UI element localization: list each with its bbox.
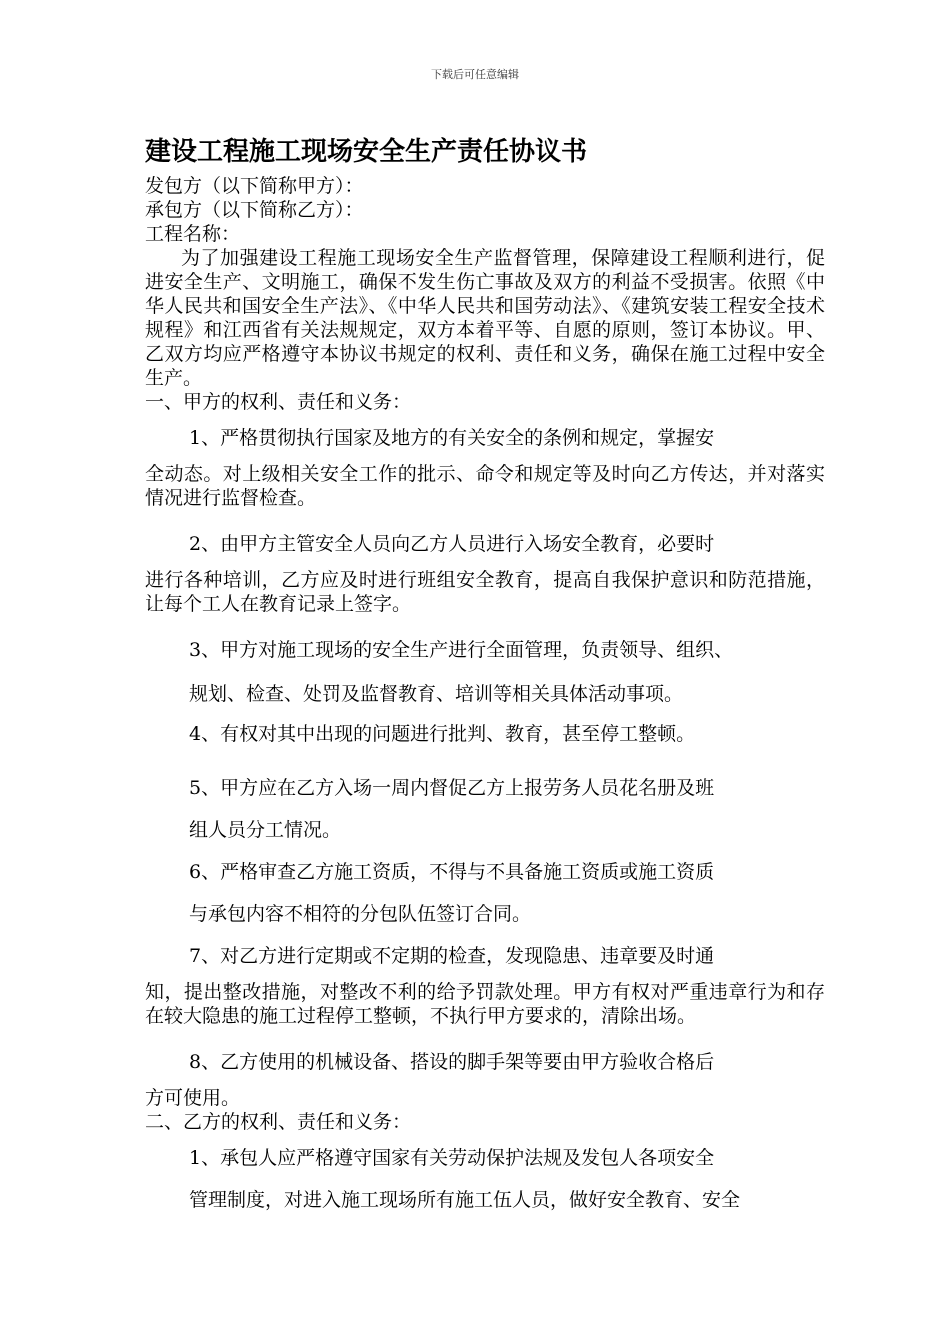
clause-first-line: 8、乙方使用的机械设备、搭设的脚手架等要由甲方验收合格后 [189,1051,715,1073]
clause-rest: 管理制度，对进入施工现场所有施工伍人员，做好安全教育、安全 [189,1189,741,1211]
clause-item [145,414,825,510]
clause-first-line: 6、严格审查乙方施工资质，不得与不具备施工资质或施工资质 [189,861,715,883]
clause-item [145,1134,825,1218]
party-a-line: 发包方（以下简称甲方）： [145,175,364,197]
clause-first-line: 1、严格贯彻执行国家及地方的有关安全的条例和规定，掌握安 [189,427,715,449]
header-note: 下载后可任意编辑 [431,68,519,81]
section-heading-party-b: 二、乙方的权利、责任和义务： [145,1111,412,1133]
clause-rest: 与承包内容不相符的分包队伍签订合同。 [189,903,532,925]
clause-item [145,520,825,616]
section-party-a-items [145,414,825,1110]
party-b-line: 承包方（以下简称乙方）： [145,199,364,221]
section-party-b-items [145,1134,825,1218]
clause-rest: 全动态。对上级相关安全工作的批示、命令和规定等及时向乙方传达，并对落实情况进行监督检查。 [145,463,825,509]
clause-item [145,626,825,714]
clause-item [145,714,825,754]
project-name-line: 工程名称： [145,223,241,245]
document-body [145,132,825,1218]
clause-rest: 规划、检查、处罚及监督教育、培训等相关具体活动事项。 [189,683,684,705]
section-heading-party-a: 一、甲方的权利、责任和义务： [145,391,412,413]
clause-first-line: 3、甲方对施工现场的安全生产进行全面管理，负责领导、组织、 [189,639,734,661]
clause-rest: 进行各种培训，乙方应及时进行班组安全教育，提高自我保护意识和防范措施，让每个工人在教育记录上签字。 [145,569,825,615]
clause-item [145,1038,825,1110]
intro-paragraph: 为了加强建设工程施工现场安全生产监督管理，保障建设工程顺利进行，促进安全生产、文明施工，确保不发生伤亡事故及双方的利益不受损害。依照《中华人民共和国安全生产法》、《中华人民共和国劳动法》、《建筑安装工程安全技术规程》和江西省有关法规规定，双方本着平等、自愿的原则，签订本协议。甲、乙双方均应严格遵守本协议书规定的权利、责任和义务，确保在施工过程中安全生产。 [145,247,825,389]
clause-first-line: 2、由甲方主管安全人员向乙方人员进行入场安全教育，必要时 [189,533,715,555]
clause-rest: 知，提出整改措施，对整改不利的给予罚款处理。甲方有权对严重违章行为和存在较大隐患的施工过程停工整顿，不执行甲方要求的，清除出场。 [145,981,825,1027]
clause-item [145,932,825,1028]
clause-first-line: 7、对乙方进行定期或不定期的检查，发现隐患、违章要及时通 [189,945,715,967]
clause-rest: 方可使用。 [145,1087,241,1109]
clause-item [145,764,825,848]
clause-item [145,848,825,932]
clause-first-line: 4、有权对其中出现的问题进行批判、教育，甚至停工整顿。 [189,723,696,745]
clause-first-line: 1、承包人应严格遵守国家有关劳动保护法规及发包人各项安全 [189,1147,715,1169]
clause-first-line: 5、甲方应在乙方入场一周内督促乙方上报劳务人员花名册及班 [189,777,715,799]
clause-rest: 组人员分工情况。 [189,819,342,841]
document-title: 建设工程施工现场安全生产责任协议书 [145,137,588,167]
